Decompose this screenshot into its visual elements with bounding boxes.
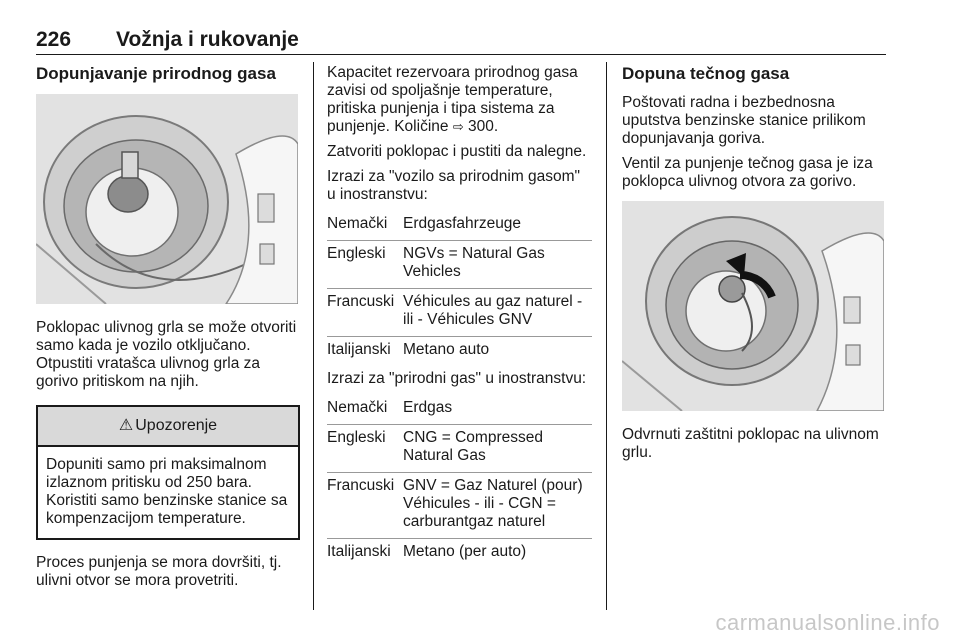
header-divider	[36, 54, 886, 55]
section-heading-lpg: Dopuna tečnog gasa	[622, 64, 790, 83]
lpg-safety-text: Poštovati radna i bezbednosna uputstva benzinske stanice prilikom dopunjavanja goriva.	[622, 94, 866, 147]
cng-capacity-text: Kapacitet rezervoara prirodnog gasa zavisi od spoljašnje temperature, pritiska punjenja i tipa sistema za punjenje. Količine ⇨ 300.	[327, 64, 578, 135]
gas-terms-table	[327, 395, 592, 568]
table-row: Italijanski Metano auto	[327, 341, 490, 358]
column-divider-1	[313, 62, 314, 610]
table-row: Engleski NGVs = Natural Gas Vehicles	[327, 241, 592, 289]
warning-header	[38, 407, 298, 447]
watermark: carmanualsonline.info	[715, 610, 940, 635]
cng-filling-note: Proces punjenja se mora dovršiti, tj. ulivni otvor se mora provetriti.	[36, 554, 282, 589]
page-reference-icon: ⇨	[452, 119, 464, 134]
table-row: Nemački Erdgasfahrzeuge	[327, 211, 592, 241]
gas-terms-intro: Izrazi za "prirodni gas" u inostranstvu:	[327, 370, 587, 387]
lpg-filler-valve-photo	[622, 201, 884, 411]
close-cap-text: Zatvoriti poklopac i pustiti da nalegne.	[327, 143, 587, 160]
warning-box	[36, 405, 300, 540]
lpg-filler-valve-illustration	[622, 201, 884, 411]
cng-filler-cap-photo	[36, 94, 298, 304]
page-number: 226	[36, 28, 72, 51]
table-row: Italijanski Metano (per auto)	[327, 543, 527, 560]
vehicle-terms-intro: Izrazi za "vozilo sa prirodnim gasom" u inostranstvu:	[327, 168, 581, 203]
column-3	[622, 64, 886, 469]
table-row: Nemački Erdgas	[327, 395, 592, 425]
warning-title: Upozorenje	[135, 417, 218, 434]
page-reference-link[interactable]: 300	[468, 118, 494, 135]
warning-triangle-icon: ⚠	[118, 417, 134, 434]
column-divider-2	[606, 62, 607, 610]
unscrew-cap-text: Odvrnuti zaštitni poklopac na ulivnom grlu.	[622, 426, 879, 461]
table-row: Francuski GNV = Gaz Naturel (pour) Véhicules - ili - CGN = carburantgaz naturel	[327, 473, 592, 539]
page-header	[36, 28, 886, 52]
vehicle-terms-table	[327, 211, 592, 366]
chapter-title: Vožnja i rukovanje	[116, 28, 299, 51]
table-row: Engleski CNG = Compressed Natural Gas	[327, 425, 592, 473]
table-row: Francuski Véhicules au gaz naturel - ili - Véhicules GNV	[327, 289, 592, 337]
lpg-valve-location-text: Ventil za punjenje tečnog gasa je iza poklopca ulivnog otvora za gorivo.	[622, 155, 873, 190]
section-heading-cng: Dopunjavanje prirodnog gasa	[36, 64, 276, 83]
column-2	[327, 64, 592, 572]
cng-filler-cap-illustration	[36, 94, 298, 304]
warning-text: Dopuniti samo pri maksimalnom izlaznom pritisku od 250 bara. Koristiti samo benzinske stanice sa kompenzacijom temperature.	[46, 456, 288, 527]
cng-intro-text: Poklopac ulivnog grla se može otvoriti samo kada je vozilo otključano. Otpustiti vratašca ulivnog grla za gorivo pritiskom na njih.	[36, 319, 297, 390]
column-1	[36, 64, 300, 597]
